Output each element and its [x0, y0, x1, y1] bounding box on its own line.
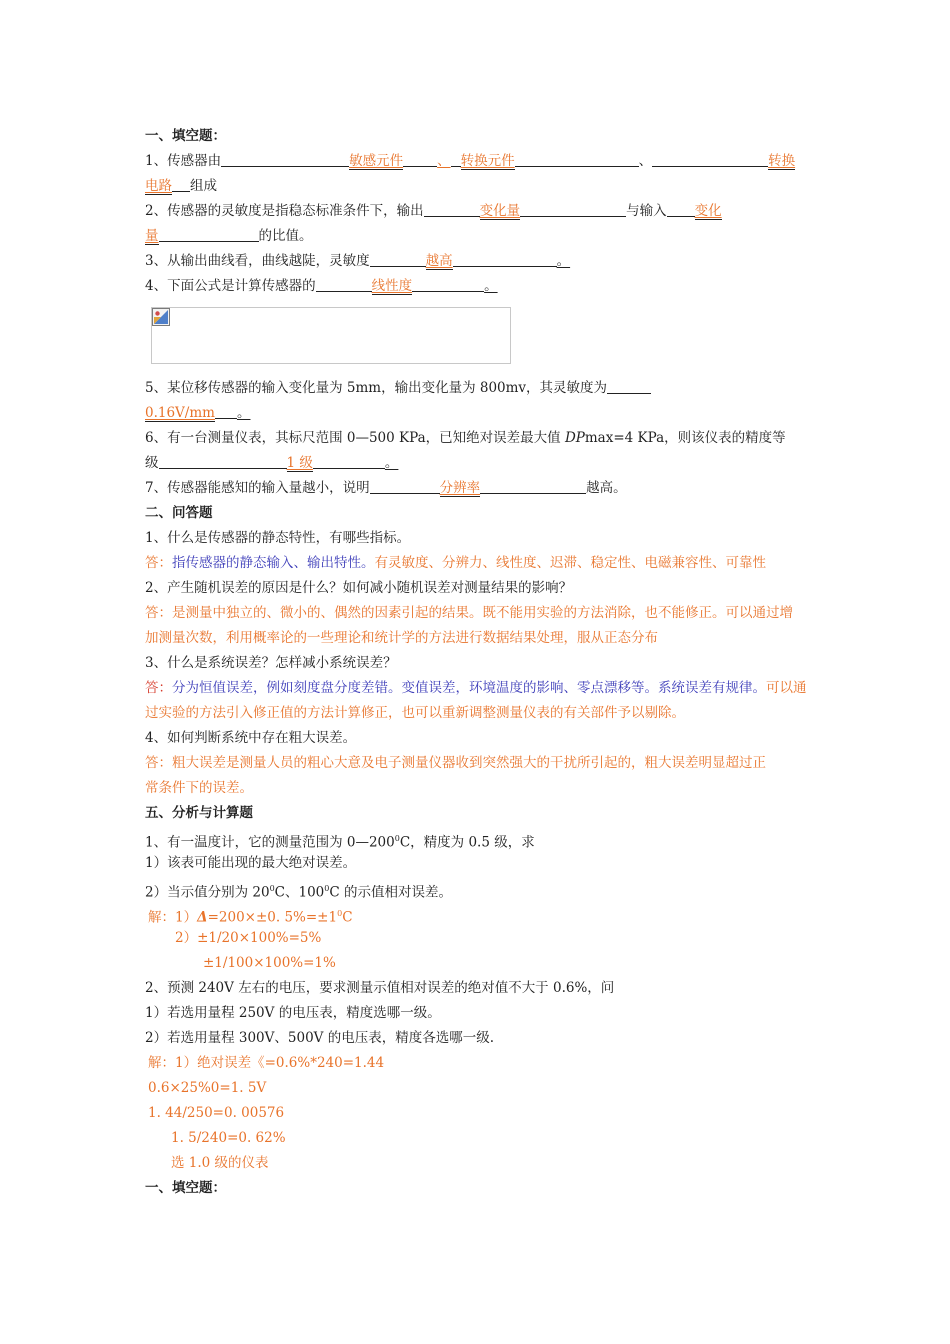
section-title-qa: 二、问答题 — [145, 505, 213, 521]
blank — [159, 452, 287, 469]
qa-2-answer-line-2: 加测量次数，利用概率论的一些理论和统计学的方法进行数据结果处理，服从正态分布 — [145, 630, 658, 646]
q4-end: 。 — [484, 278, 498, 294]
calc-2-solution-5: 选 1.0 级的仪表 — [171, 1155, 269, 1171]
q5-end: 。 — [236, 405, 251, 421]
blank — [453, 250, 557, 267]
q3-answer: 越高 — [425, 253, 453, 269]
calc-1-solution-2: 2）±1/20×100%=5% — [175, 930, 322, 946]
superscript: 0 — [269, 884, 275, 893]
qa-3-question: 3、什么是系统误差？怎样减小系统误差？ — [145, 655, 397, 671]
calc-1-sol1: =200×±0. 5%=±1 — [207, 909, 338, 926]
question-3 — [145, 249, 810, 274]
qa-1-answer-orange: 有灵敏度、分辨力、线性度、迟滞、稳定性、电磁兼容性、可靠性 — [374, 555, 766, 571]
qa-3-answer-label: 答： — [145, 680, 172, 696]
calc-1-sub-1: 1）该表可能出现的最大绝对误差。 — [145, 855, 357, 871]
blank — [370, 477, 440, 494]
blank — [480, 477, 586, 494]
calc-2-solution-1 — [145, 1051, 810, 1076]
question-7 — [145, 476, 810, 501]
calc-1-sub-2 — [145, 876, 810, 901]
calc-2-sub-2: 2）若选用量程 300V、500V 的电压表，精度各选哪一级. — [145, 1030, 494, 1046]
blank — [221, 150, 349, 167]
calc-1-sol1-end: C — [342, 909, 353, 926]
superscript: 0 — [324, 884, 330, 893]
q2-prefix: 2、传感器的灵敏度是指稳态标准条件下，输出 — [145, 203, 424, 219]
blank — [370, 250, 426, 267]
q6-line2: 级 — [145, 455, 159, 471]
calc-1-solution-1 — [145, 901, 810, 926]
q3-prefix: 3、从输出曲线看，曲线越陡，灵敏度 — [145, 253, 370, 269]
qa-3-answer-line-2: 过实验的方法引入修正值的方法计算修正，也可以重新调整测量仪表的有关部件予以剔除。 — [145, 705, 685, 721]
blank — [424, 200, 480, 217]
calc-2-sol1b: 《=0.6%*240=1.44 — [251, 1055, 385, 1071]
qa-2-question: 2、产生随机误差的原因是什么？如何减小随机误差对测量结果的影响？ — [145, 580, 573, 596]
q4-prefix: 4、下面公式是计算传感器的 — [145, 278, 316, 294]
calc-1-sol-label: 解：1） — [148, 909, 198, 926]
qa-1-answer-blue: 指传感器的静态输入、输出特性。 — [172, 555, 375, 571]
q1-sep-2: 、 — [638, 153, 653, 169]
blank — [316, 275, 372, 292]
question-4 — [145, 274, 810, 299]
blank — [667, 200, 695, 217]
calc-1-s2a: 2）当示值分别为 20 — [145, 884, 270, 901]
question-1-cont — [145, 174, 810, 199]
blank — [313, 452, 385, 469]
section-title-calc: 五、分析与计算题 — [145, 805, 253, 821]
calc-1-q-end: C，精度为 0.5 级，求 — [399, 834, 535, 851]
q7-answer: 分辨率 — [439, 480, 481, 496]
q7-suffix: 越高。 — [586, 480, 627, 496]
qa-2-answer-line-1: 答：是测量中独立的、微小的、偶然的因素引起的结果。既不能用实验的方法消除，也不能修正。可以通过增 — [145, 605, 793, 621]
qa-1-answer — [145, 551, 810, 576]
blank — [520, 200, 626, 217]
q1-suffix: 组成 — [190, 178, 217, 194]
calc-1-question — [145, 826, 810, 851]
calc-2-solution-2: 0.6×25%0=1. 5V — [148, 1080, 267, 1096]
q3-end: 。 — [556, 253, 571, 269]
blank — [515, 150, 639, 167]
question-2 — [145, 199, 810, 224]
q6-answer: 1 级 — [286, 455, 313, 471]
calc-2-sol1: 解：1）绝对误差 — [148, 1055, 252, 1071]
qa-1-question: 1、什么是传感器的静态特性，有哪些指标。 — [145, 530, 411, 546]
question-1 — [145, 149, 810, 174]
blank — [215, 402, 237, 419]
q6-dp: DP — [564, 430, 585, 446]
calc-1-q-text: 1、有一温度计，它的测量范围为 0—200 — [145, 834, 395, 851]
q5-prefix: 5、某位移传感器的输入变化量为 5mm，输出变化量为 800mv，其灵敏度为 — [145, 380, 608, 396]
calc-2-sub-1: 1）若选用量程 250V 的电压表，精度选哪一级。 — [145, 1005, 441, 1021]
q5-answer: 0.16V/mm — [145, 405, 215, 421]
blank — [652, 150, 768, 167]
q1-answer-3b: 电路 — [145, 178, 172, 194]
blank — [412, 275, 484, 292]
qa-1-answer-label: 答： — [145, 555, 172, 571]
superscript: 0 — [394, 834, 400, 843]
q6-mid: max=4 KPa，则该仪表的精度等 — [584, 430, 786, 446]
section-title-fill-blank-repeat: 一、填空题： — [145, 1180, 226, 1196]
q1-sep-1: 、 — [437, 153, 451, 169]
qa-3-answer-line-1 — [145, 676, 810, 701]
question-5-cont — [145, 401, 810, 426]
qa-4-answer-line-2: 常条件下的误差。 — [145, 780, 253, 796]
calc-1-s2c: C 的示值相对误差。 — [329, 884, 452, 901]
qa-4-answer-line-1: 答：粗大误差是测量人员的粗心大意及电子测量仪器收到突然强大的干扰所引起的，粗大误差明显超过正 — [145, 755, 766, 771]
qa-3-answer-orange: 可以通 — [766, 680, 807, 696]
q2-suffix: 的比值。 — [258, 228, 313, 244]
q2-answer-2a: 变化 — [694, 203, 722, 219]
question-6 — [145, 426, 810, 451]
calc-2-solution-3: 1. 44/250=0. 00576 — [148, 1105, 285, 1121]
q2-answer-2b: 量 — [145, 228, 159, 244]
q1-answer-1: 敏感元件 — [349, 153, 404, 169]
q7-prefix: 7、传感器能感知的输入量越小，说明 — [145, 480, 370, 496]
q1-prefix: 1、传感器由 — [145, 153, 222, 169]
qa-4-question: 4、如何判断系统中存在粗大误差。 — [145, 730, 357, 746]
section-title-fill-blank: 一、填空题： — [145, 128, 226, 144]
calc-1-s2b: C、100 — [274, 884, 325, 901]
q4-answer: 线性度 — [371, 278, 413, 294]
blank — [172, 175, 190, 192]
qa-3-answer-blue: 分为恒值误差，例如刻度盘分度差错。变值误差，环境温度的影响、零点漂移等。系统误差有规律。 — [172, 680, 766, 696]
question-5 — [145, 376, 810, 401]
broken-image-icon — [152, 308, 170, 326]
q2-answer-1: 变化量 — [479, 203, 521, 219]
formula-image-placeholder — [151, 307, 511, 364]
q1-answer-3a: 转换 — [768, 153, 796, 169]
delta-symbol: Δ — [197, 909, 208, 926]
q2-mid: 与输入 — [626, 203, 667, 219]
superscript: 0 — [337, 909, 343, 918]
blank — [607, 377, 651, 394]
blank — [159, 225, 259, 242]
q6-end: 。 — [384, 455, 399, 471]
q6-prefix: 6、有一台测量仪表，其标尺范围 0—500 KPa，已知绝对误差最大值 — [145, 430, 565, 446]
calc-1-solution-3: ±1/100×100%=1% — [203, 955, 336, 971]
q1-answer-2: 转换元件 — [460, 153, 515, 169]
blank — [403, 150, 437, 167]
blank — [451, 150, 461, 167]
question-6-cont — [145, 451, 810, 476]
calc-2-question: 2、预测 240V 左右的电压，要求测量示值相对误差的绝对值不大于 0.6%，问 — [145, 980, 615, 996]
document-body — [145, 124, 810, 1201]
calc-2-solution-4: 1. 5/240=0. 62% — [171, 1130, 286, 1146]
question-2-cont — [145, 224, 810, 249]
